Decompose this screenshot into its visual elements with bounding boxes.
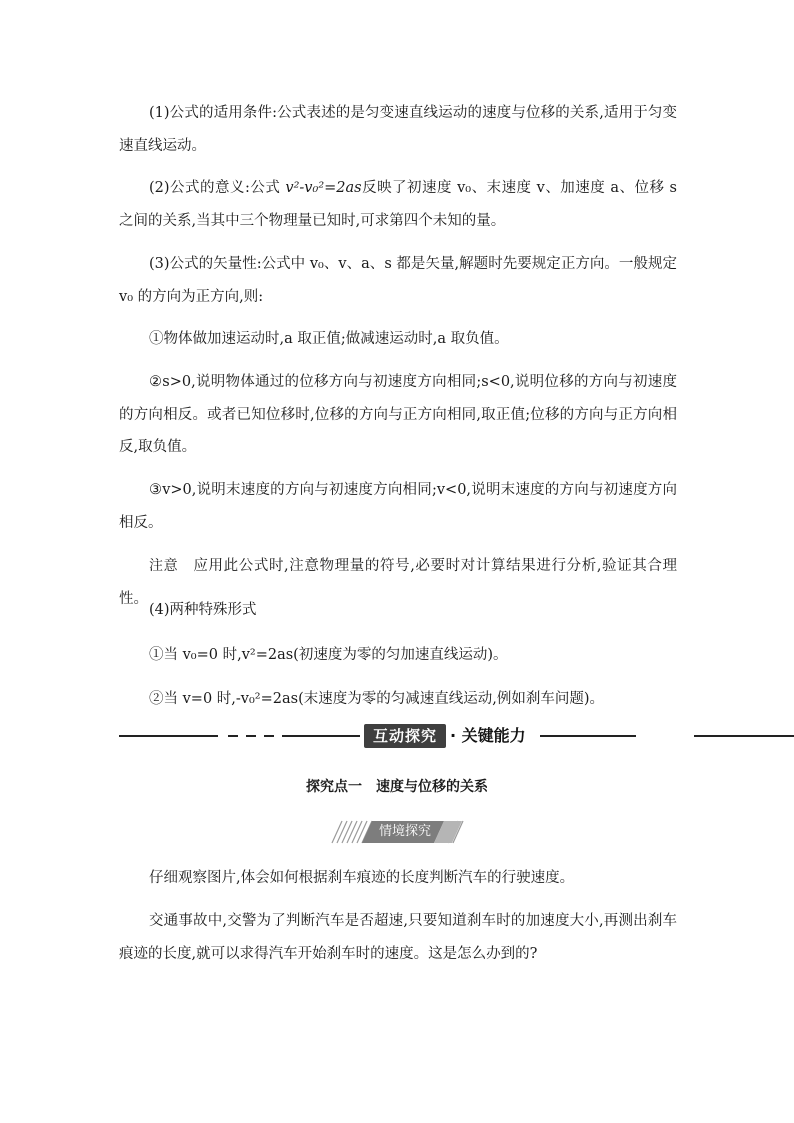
- paragraph-meaning: [119, 172, 677, 237]
- formula-inline: v²-v₀²=2as: [285, 180, 362, 196]
- banner-title: 互动探究: [364, 724, 446, 748]
- paragraph-applicability: (1)公式的适用条件:公式表述的是匀变速直线运动的速度与位移的关系,适用于匀变速直线运动。: [119, 105, 677, 154]
- paragraph-special-forms: (4)两种特殊形式: [149, 602, 257, 618]
- meaning-text-b: 反映了初速度 v₀、末速度 v、加速度 a、位移 s 之间的关系,当其中三个物理量已知时,可求第四个未知的量。: [119, 180, 677, 229]
- section-banner: [0, 722, 794, 752]
- tag-label: 情境探究: [378, 824, 431, 839]
- paragraph-vector: (3)公式的矢量性:公式中 v₀、v、a、s 都是矢量,解题时先要规定正方向。一般规定 v₀ 的方向为正方向,则:: [119, 256, 677, 305]
- paragraph-item-1: ①物体做加速运动时,a 取正值;做减速运动时,a 取负值。: [149, 331, 509, 347]
- scenario-tag: [330, 820, 465, 844]
- meaning-text-a: (2)公式的意义:公式: [149, 180, 286, 196]
- paragraph-special-2: ②当 v=0 时,-v₀²=2as(末速度为零的匀减速直线运动,例如刹车问题)。: [149, 691, 604, 707]
- note-label: 注意: [149, 558, 179, 574]
- note-text: 应用此公式时,注意物理量的符号,必要时对计算结果进行分析,验证其合理性。: [119, 558, 678, 607]
- banner-subtitle: · 关键能力: [450, 726, 526, 745]
- section-heading: 探究点一 速度与位移的关系: [306, 779, 488, 795]
- scenario-paragraph-1: 仔细观察图片,体会如何根据刹车痕迹的长度判断汽车的行驶速度。: [149, 870, 575, 886]
- paragraph-item-2: ②s>0,说明物体通过的位移方向与初速度方向相同;s<0,说明位移的方向与初速度的方向相反。或者已知位移时,位移的方向与正方向相同,取正值;位移的方向与正方向相反,取负值。: [119, 374, 677, 455]
- paragraph-item-3: ③v>0,说明末速度的方向与初速度方向相同;v<0,说明末速度的方向与初速度方向相反。: [119, 482, 677, 531]
- paragraph-special-1: ①当 v₀=0 时,v²=2as(初速度为零的匀加速直线运动)。: [149, 647, 508, 663]
- scenario-paragraph-2: 交通事故中,交警为了判断汽车是否超速,只要知道刹车时的加速度大小,再测出刹车痕迹的长度,就可以求得汽车开始刹车时的速度。这是怎么办到的?: [119, 913, 677, 962]
